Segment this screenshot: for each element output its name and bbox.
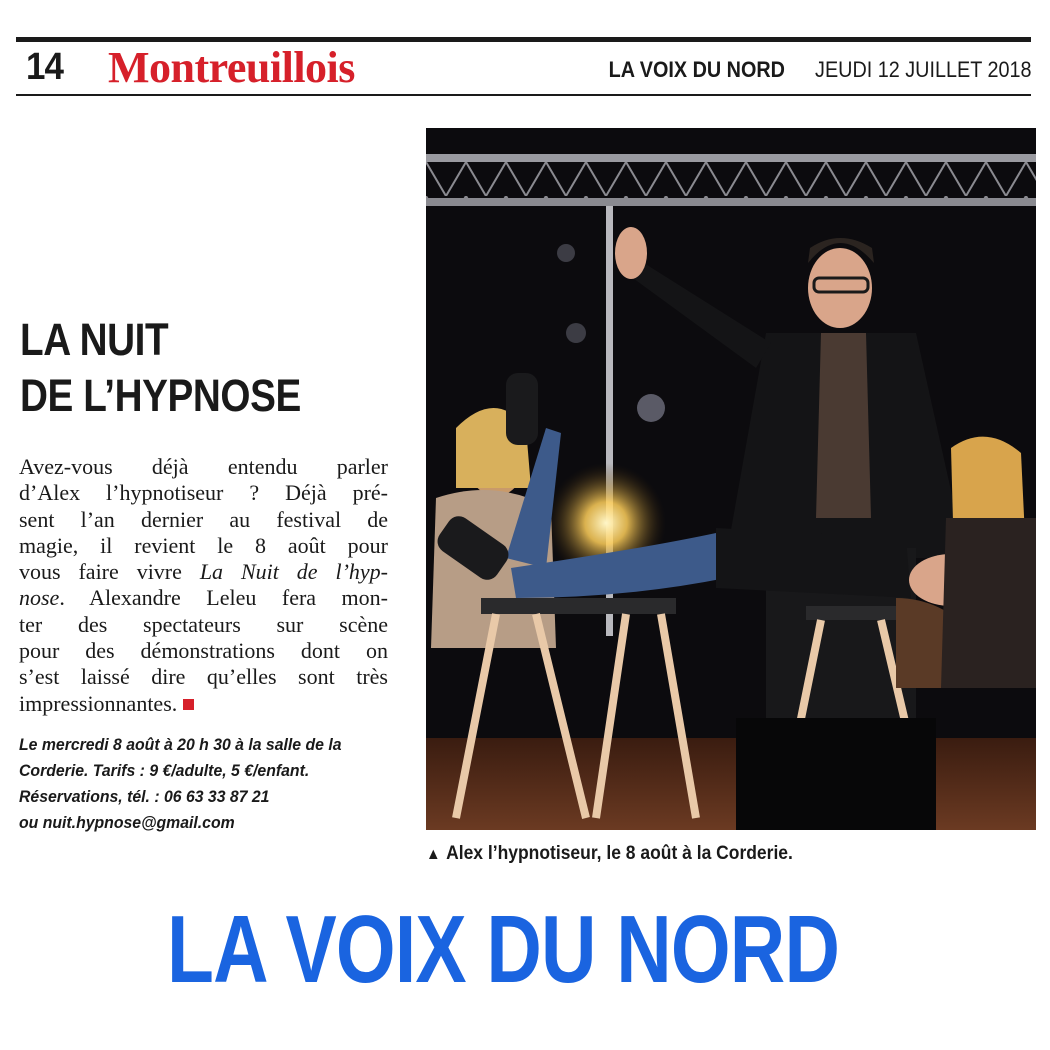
- body-line: magie, il revient le 8 août pour: [19, 532, 388, 558]
- body-line: [19, 691, 388, 717]
- header-masthead: LA VOIX DU NORD: [608, 57, 785, 82]
- body-line: Avez-vous déjà entendu parler: [19, 454, 388, 479]
- body-fragment: vous faire vivre: [19, 559, 200, 585]
- headline-line: DE L’HYPNOSE: [20, 370, 301, 421]
- body-line: [19, 559, 388, 585]
- header-masthead-date: [589, 57, 1031, 83]
- show-title-italic: nose: [19, 585, 60, 611]
- body-line: d’Alex l’hypnotiseur ? Déjà pré-: [19, 480, 388, 506]
- info-line: Réservations, tél. : 06 63 33 87 21: [19, 787, 270, 806]
- header-rule-bottom: [16, 94, 1031, 96]
- photo-caption: [426, 843, 793, 865]
- info-line: ou nuit.hypnose@gmail.com: [19, 813, 235, 832]
- body-line: ter des spectateurs sur scène: [19, 611, 388, 637]
- footer-masthead-logo: LA VOIX DU NORD: [167, 896, 840, 1003]
- article-body: [19, 454, 388, 717]
- article-photo: [426, 128, 1036, 830]
- body-line: [19, 585, 388, 611]
- header-date: JEUDI 12 JUILLET 2018: [814, 57, 1031, 82]
- body-fragment: . Alexandre Leleu fera mon-: [59, 585, 388, 611]
- page-number: 14: [26, 46, 64, 88]
- stage-photo-illustration: [426, 128, 1036, 830]
- info-line: Corderie. Tarifs : 9 €/adulte, 5 €/enfant.: [19, 761, 310, 780]
- info-line: Le mercredi 8 août à 20 h 30 à la salle de la: [19, 735, 342, 754]
- body-line: sent l’an dernier au festival de: [19, 506, 388, 532]
- practical-info: [19, 732, 399, 836]
- end-of-article-square-icon: [183, 699, 194, 710]
- body-line: s’est laissé dire qu’elles sont très: [19, 664, 388, 690]
- caption-text: Alex l’hypnotiseur, le 8 août à la Corderie.: [446, 843, 793, 864]
- section-title: Montreuillois: [108, 43, 355, 92]
- body-line: pour des démonstrations dont on: [19, 638, 388, 664]
- headline-line: LA NUIT: [20, 314, 169, 365]
- caption-triangle-icon: ▲: [426, 846, 441, 863]
- show-title-italic: La Nuit de l’hyp-: [199, 559, 388, 585]
- body-fragment: impressionnantes.: [19, 690, 178, 716]
- article-headline: [20, 312, 416, 424]
